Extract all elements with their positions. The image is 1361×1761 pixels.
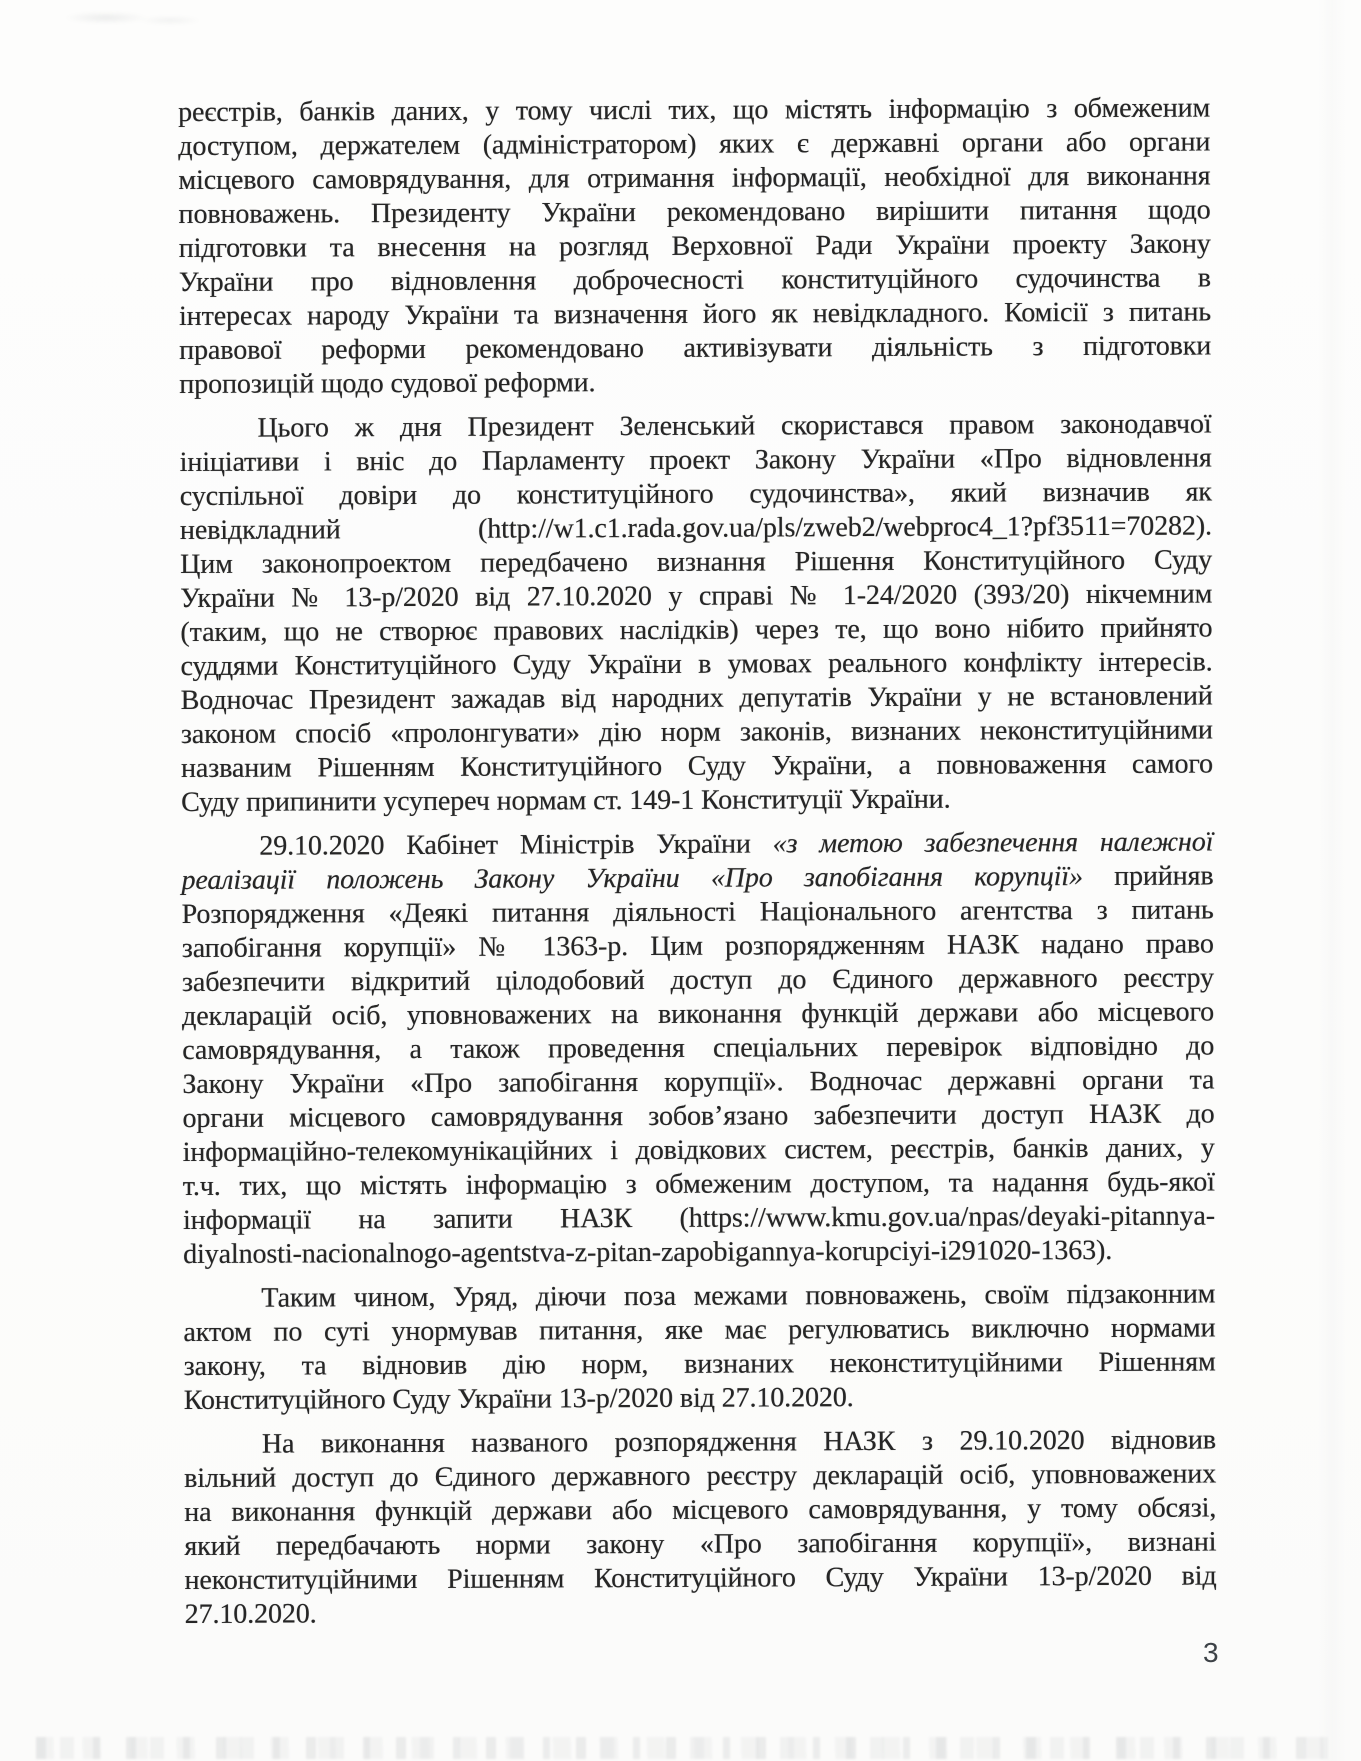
text-line [182, 927, 1214, 966]
text-line [183, 1165, 1215, 1204]
text-segment: названим Рішенням Конституційного Суду України, а повноваження самого [180, 748, 1213, 784]
text-segment: невідкладний (http://w1.c1.rada.gov.ua/pls/zweb2/webproc4_1?pf3511=70282). [179, 510, 1212, 546]
text-segment: т.ч. тих, що містять інформацію з обмеженим доступом, та надання будь-якої [182, 1166, 1215, 1202]
text-line [179, 329, 1211, 368]
text-line [182, 995, 1214, 1034]
text-line [180, 611, 1212, 650]
text-segment: забезпечити відкритий цілодобовий доступ до Єдиного державного реєстру [181, 962, 1214, 998]
text-line [184, 1423, 1216, 1462]
text-segment: закону, та відновив дію норм, визнаних неконституційними Рішенням [183, 1346, 1216, 1382]
document-body [178, 91, 1217, 1631]
text-line [178, 193, 1210, 232]
text-segment: на виконання функцій держави або місцевого самоврядування, у тому обсязі, [184, 1492, 1217, 1528]
text-line [179, 295, 1211, 334]
text-line [184, 1457, 1216, 1496]
text-line [181, 679, 1213, 718]
text-line [180, 441, 1212, 480]
text-line [183, 1131, 1215, 1170]
text-segment: На виконання названого розпорядження НАЗК з 29.10.2020 відновив [261, 1424, 1216, 1460]
text-line [182, 961, 1214, 1000]
text-segment: Розпорядження «Деякі питання діяльності Національного агентства з питань [181, 894, 1214, 930]
text-segment: суддями Конституційного Суду України в умовах реального конфлікту інтересів. [180, 646, 1213, 682]
text-line [181, 859, 1213, 898]
scan-noise-band-artifact [36, 1737, 1328, 1759]
page-number: 3 [1203, 1637, 1219, 1668]
text-segment: актом по суті унормував питання, яке має регулюватись виключно нормами [183, 1312, 1216, 1348]
text-segment: пропозицій щодо судової реформи. [179, 367, 596, 400]
text-line [180, 543, 1212, 582]
text-line [185, 1593, 1217, 1632]
text-segment: декларацій осіб, уповноважених на виконання функцій держави або місцевого [181, 996, 1215, 1032]
text-segment: Цим законопроектом передбачено визнання Рішення Конституційного Суду [179, 544, 1213, 580]
text-segment: запобігання корупції» № 1363-р. Цим розпорядженням НАЗК надано право [181, 928, 1214, 964]
text-line [179, 363, 1211, 402]
text-line [183, 1199, 1215, 1238]
text-line [184, 1525, 1216, 1564]
text-line [184, 1379, 1216, 1418]
text-line [183, 1233, 1215, 1272]
paragraph [178, 91, 1211, 402]
text-segment: (таким, що не створює правових наслідків) через те, що воно нібито прийнято [180, 612, 1213, 648]
text-segment: суспільної довіри до конституційного судочинства», який визначив як [179, 476, 1212, 512]
text-segment: ініціативи і вніс до Парламенту проект Закону України «Про відновлення [179, 442, 1212, 478]
text-line [182, 1097, 1214, 1136]
text-line [181, 781, 1213, 820]
text-segment: підготовки та внесення на розгляд Верховної Ради України проекту Закону [178, 228, 1211, 264]
text-segment: інформації на запити НАЗК (https://www.kmu.gov.ua/npas/deyaki-pitannya- [182, 1200, 1215, 1236]
text-segment: інтересах народу України та визначення його як невідкладного. Комісії з питань [178, 296, 1212, 332]
text-segment: Закону України «Про запобігання корупції». Водночас державні органи та [182, 1064, 1215, 1100]
text-segment: diyalnosti-nacionalnogo-agentstva-z-pitan-zapobigannya-korupciyi-i291020-1363). [182, 1234, 1113, 1270]
text-segment: місцевого самоврядування, для отримання інформації, необхідної для виконання [178, 160, 1211, 196]
text-segment: інформаційно-телекомунікаційних і довідкових систем, реєстрів, банків даних, у [182, 1132, 1215, 1168]
text-line [181, 825, 1213, 864]
text-segment: вільний доступ до Єдиного державного реєстру декларацій осіб, уповноважених [183, 1458, 1217, 1494]
text-segment: Конституційного Суду України 13-р/2020 від 27.10.2020. [183, 1382, 854, 1416]
text-segment: прийняв [1082, 860, 1214, 893]
text-segment: України про відновлення доброчесності конституційного судочинства в [178, 262, 1211, 298]
text-line [179, 261, 1211, 300]
text-line [181, 747, 1213, 786]
text-segment: Суду припинити усупереч нормам ст. 149-1 Конституції України. [181, 783, 951, 818]
text-line [178, 125, 1210, 164]
text-segment: неконституційними Рішенням Конституційного Суду України 13-р/2020 від [184, 1560, 1217, 1596]
text-segment: законом спосіб «пролонгувати» дію норм законів, визнаних неконституційними [180, 714, 1213, 750]
text-line [183, 1311, 1215, 1350]
paragraph [183, 1277, 1216, 1418]
text-line [180, 577, 1212, 616]
text-segment: органи місцевого самоврядування зобов’язано забезпечити доступ НАЗК до [182, 1098, 1215, 1134]
text-line [180, 509, 1212, 548]
text-segment: правової реформи рекомендовано активізувати діяльність з підготовки [179, 330, 1212, 366]
text-segment: Водночас Президент зажадав від народних депутатів України у не встановлений [180, 680, 1213, 716]
text-segment: 29.10.2020 Кабінет Міністрів України [259, 828, 773, 862]
text-line [184, 1491, 1216, 1530]
scan-smudge-artifact [50, 6, 210, 32]
text-segment: повноважень. Президенту України рекомендовано вирішити питання щодо [178, 194, 1211, 230]
text-segment: реєстрів, банків даних, у тому числі тих, що містять інформацію з обмеженим [178, 92, 1211, 128]
text-line [181, 713, 1213, 752]
scan-streak-artifact [1318, 0, 1346, 1761]
text-segment: Таким чином, Уряд, діючи поза межами повноважень, своїм підзаконним [261, 1278, 1216, 1314]
text-line [178, 91, 1210, 130]
text-segment: доступом, держателем (адміністратором) яких є державні органи або органи [178, 126, 1211, 162]
text-segment: України № 13-р/2020 від 27.10.2020 у справі № 1-24/2020 (393/20) нікчемним [180, 578, 1213, 614]
text-segment: самоврядування, а також проведення спеціальних перевірок відповідно до [182, 1030, 1215, 1066]
text-line [179, 407, 1211, 446]
text-segment: який передбачають норми закону «Про запобігання корупції», визнані [184, 1526, 1217, 1562]
text-line [182, 1063, 1214, 1102]
text-segment-italic: реалізації положень Закону України «Про запобігання корупції» [181, 861, 1083, 896]
text-segment: Цього ж дня Президент Зеленський скористався правом законодавчої [257, 408, 1212, 444]
paragraph [184, 1423, 1217, 1632]
text-line [180, 475, 1212, 514]
text-line [179, 227, 1211, 266]
text-line [183, 1277, 1215, 1316]
paragraph [179, 407, 1213, 819]
text-line [180, 645, 1212, 684]
text-line [181, 893, 1213, 932]
text-line [178, 159, 1210, 198]
text-segment-italic: «з метою забезпечення належної [772, 826, 1214, 860]
text-segment: 27.10.2020. [184, 1598, 317, 1630]
text-line [184, 1559, 1216, 1598]
text-line [182, 1029, 1214, 1068]
text-line [183, 1345, 1215, 1384]
paragraph [181, 825, 1215, 1271]
